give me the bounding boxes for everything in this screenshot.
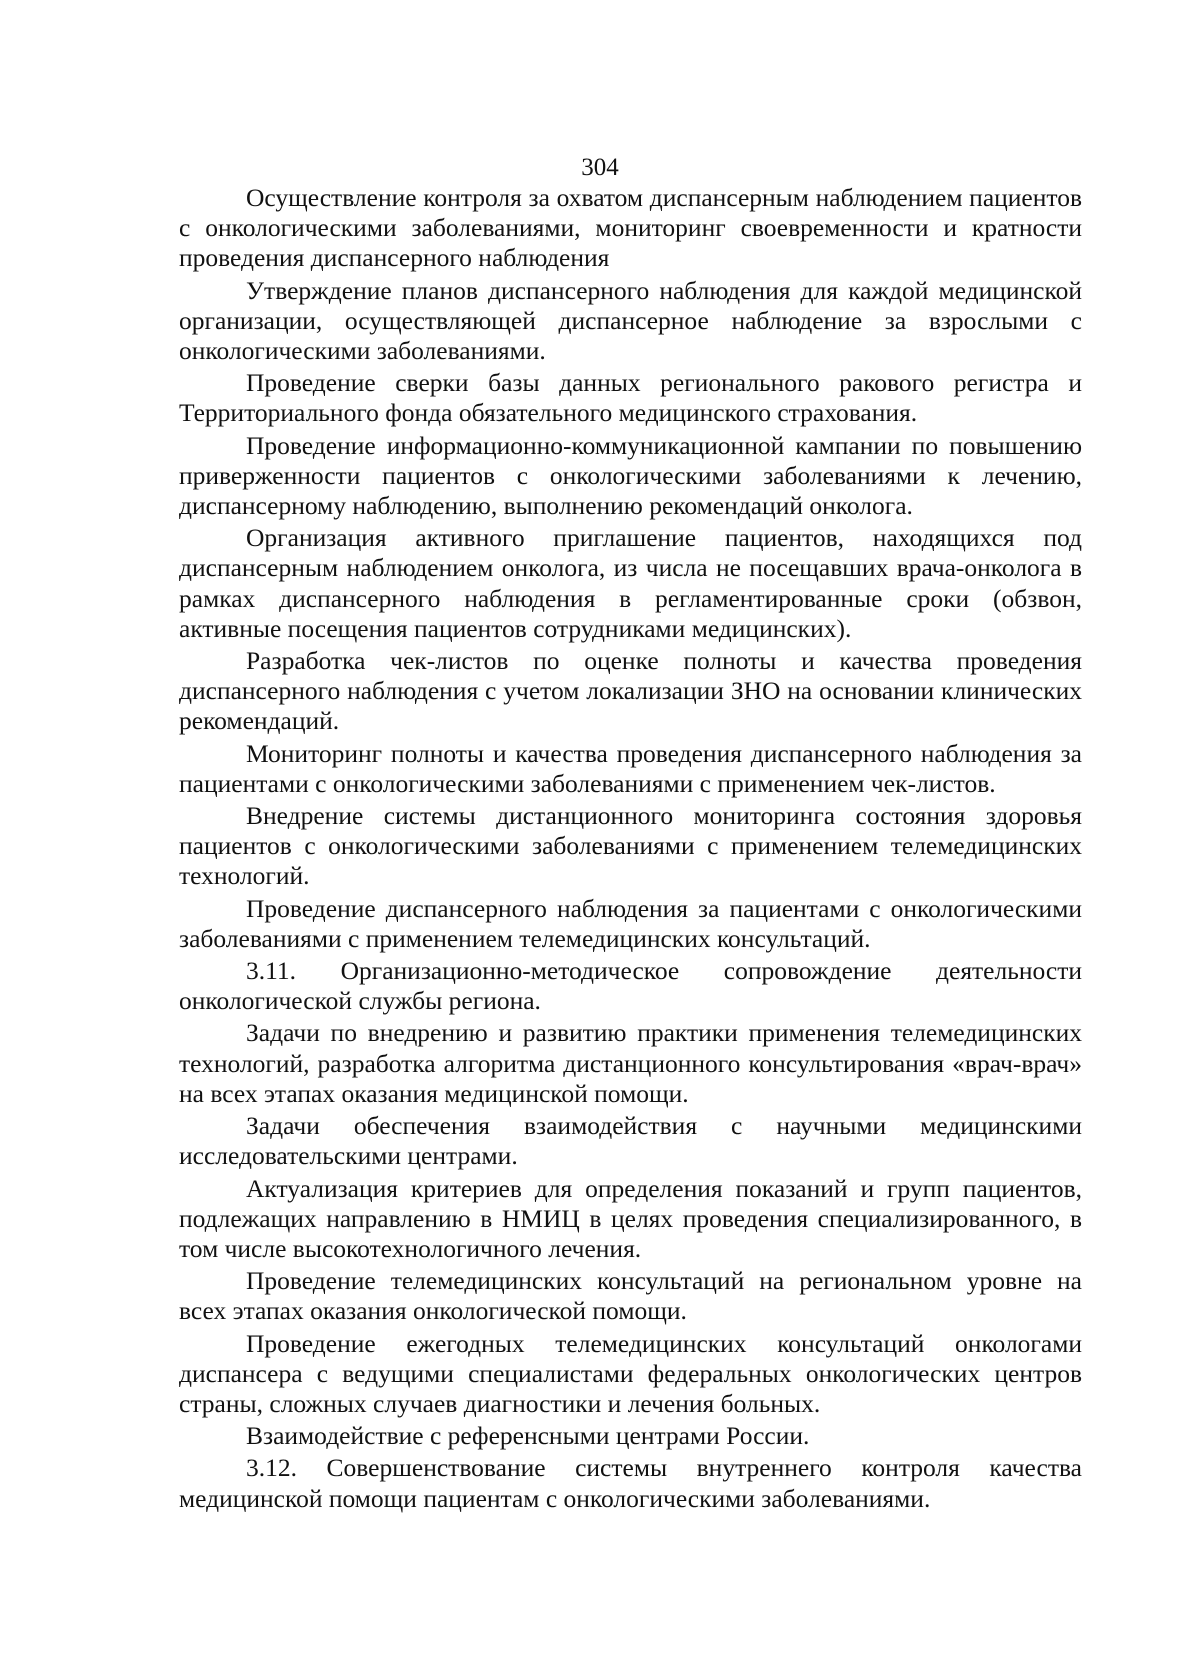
paragraph-7: Мониторинг полноты и качества проведения диспансерного наблюдения за пациентами с онкологическими заболеваниями с применением чек-листов. (179, 738, 1082, 798)
paragraph-3: Проведение сверки базы данных регионального ракового регистра и Территориального фонда обязательного медицинского страхования. (179, 368, 1082, 428)
paragraph-13: Актуализация критериев для определения показаний и групп пациентов, подлежащих направлению в НМИЦ в целях проведения специализированного, в том числе высокотехнологичного лечения. (179, 1173, 1082, 1263)
paragraph-14: Проведение телемедицинских консультаций на региональном уровне на всех этапах оказания онкологической помощи. (179, 1266, 1082, 1326)
page-number: 304 (581, 154, 619, 181)
document-body (179, 183, 1082, 1514)
section-heading-3-11: 3.11. Организационно-методическое сопровождение деятельности онкологической службы региона. (179, 956, 1082, 1016)
paragraph-6: Разработка чек-листов по оценке полноты и качества проведения диспансерного наблюдения с учетом локализации ЗНО на основании клинических рекомендаций. (179, 646, 1082, 736)
paragraph-4: Проведение информационно-коммуникационной кампании по повышению приверженности пациентов с онкологическими заболеваниями к лечению, диспансерному наблюдению, выполнению рекомендаций онколога. (179, 430, 1082, 521)
paragraph-8: Внедрение системы дистанционного мониторинга состояния здоровья пациентов с онкологическими заболеваниями с применением телемедицинских технологий. (179, 801, 1082, 891)
paragraph-12: Задачи обеспечения взаимодействия с научными медицинскими исследовательскими центрами. (179, 1111, 1082, 1171)
paragraph-15: Проведение ежегодных телемедицинских консультаций онкологами диспансера с ведущими специалистами федеральных онкологических центров страны, сложных случаев диагностики и лечения больных. (179, 1328, 1082, 1418)
section-heading-3-12: 3.12. Совершенствование системы внутреннего контроля качества медицинской помощи пациентам с онкологическими заболеваниями. (179, 1453, 1082, 1513)
paragraph-2: Утверждение планов диспансерного наблюдения для каждой медицинской организации, осуществляющей диспансерное наблюдение за взрослыми с онкологическими заболеваниями. (179, 275, 1082, 366)
paragraph-5: Организация активного приглашение пациентов, находящихся под диспансерным наблюдением онколога, из числа не посещавших врача-онколога в рамках диспансерного наблюдения в регламентированные сроки (обзвон, активные посещения пациентов сотрудниками медицинских). (179, 523, 1082, 643)
paragraph-11: Задачи по внедрению и развитию практики применения телемедицинских технологий, разработка алгоритма дистанционного консультирования «врач-врач» на всех этапах оказания медицинской помощи. (179, 1018, 1082, 1108)
paragraph-9: Проведение диспансерного наблюдения за пациентами с онкологическими заболеваниями с применением телемедицинских консультаций. (179, 893, 1082, 953)
paragraph-1: Осуществление контроля за охватом диспансерным наблюдением пациентов с онкологическими заболеваниями, мониторинг своевременности и кратности проведения диспансерного наблюдения (179, 183, 1082, 273)
paragraph-16: Взаимодействие с референсными центрами России. (246, 1421, 810, 1451)
